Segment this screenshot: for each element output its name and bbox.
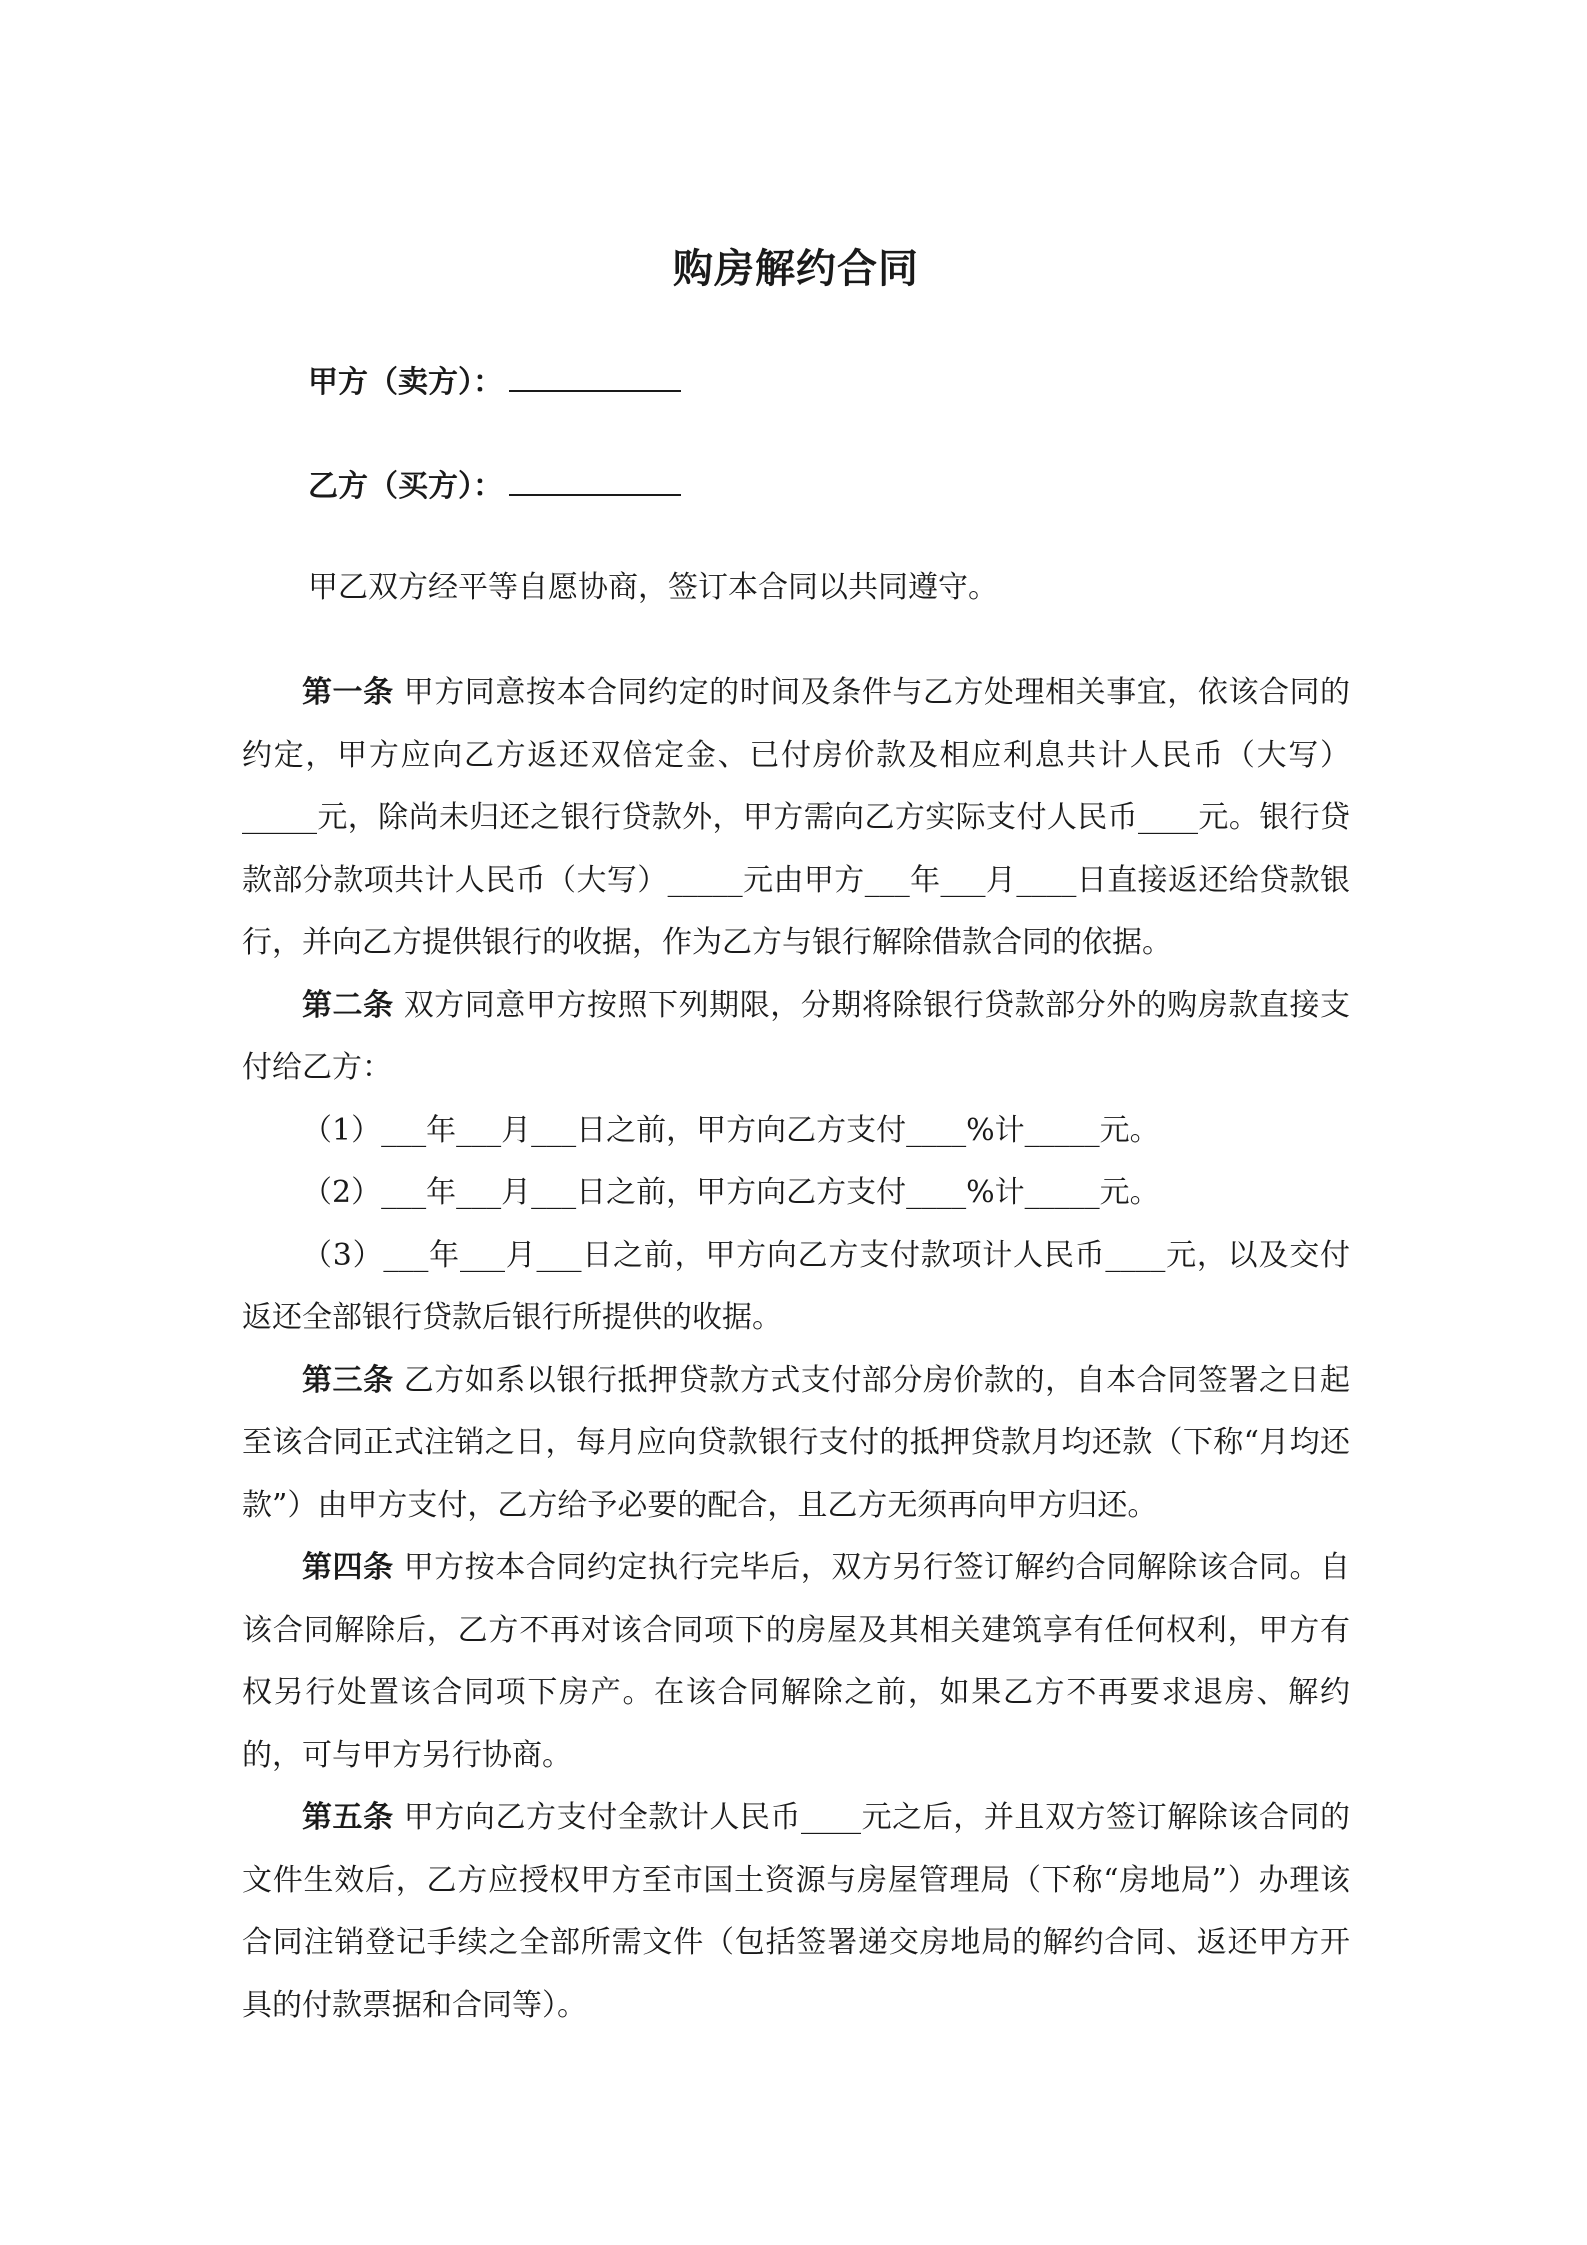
article-3-label: 第三条 xyxy=(302,1362,394,1398)
party-a-line xyxy=(308,360,681,403)
article-4 xyxy=(242,1537,1350,1787)
party-b-label: 乙方（买方）： xyxy=(308,469,503,504)
article-3 xyxy=(242,1350,1350,1538)
party-a-blank xyxy=(509,360,681,392)
article-2-label: 第二条 xyxy=(302,987,394,1023)
article-2-text: 双方同意甲方按照下列期限，分期将除银行贷款部分外的购房款直接支付给乙方： xyxy=(242,987,1351,1085)
party-b-blank xyxy=(509,464,681,496)
document-title: 购房解约合同 xyxy=(673,245,919,292)
article-1 xyxy=(242,662,1350,975)
article-2 xyxy=(242,975,1350,1100)
article-5-label: 第五条 xyxy=(302,1800,394,1835)
party-b-line xyxy=(308,464,681,507)
article-1-text: 甲方同意按本合同约定的时间及条件与乙方处理相关事宜，依该合同的约定，甲方应向乙方返还双倍定金、已付房价款及相应利息共计人民币（大写）_____元，除尚未归还之银行贷款外，甲方需向乙方实际支付人民币____元。银行贷款部分款项共计人民币（大写）_____元由甲方___年___月____日直接返还给贷款银行，并向乙方提供银行的收据，作为乙方与银行解除借款合同的依据。 xyxy=(242,675,1351,960)
article-5-text: 甲方向乙方支付全款计人民币____元之后，并且双方签订解除该合同的文件生效后，乙方应授权甲方至市国土资源与房屋管理局（下称“房地局”）办理该合同注销登记手续之全部所需文件（包括签署递交房地局的解约合同、返还甲方开具的付款票据和合同等）。 xyxy=(242,1800,1350,2023)
installment-3: （3）___年___月___日之前，甲方向乙方支付款项计人民币____元，以及交付返还全部银行贷款后银行所提供的收据。 xyxy=(242,1237,1350,1335)
article-4-text: 甲方按本合同约定执行完毕后，双方另行签订解约合同解除该合同。自该合同解除后，乙方不再对该合同项下的房屋及其相关建筑享有任何权利，甲方有权另行处置该合同项下房产。在该合同解除之前，如果乙方不再要求退房、解约的，可与甲方另行协商。 xyxy=(242,1550,1351,1773)
installment-1: （1）___年___月___日之前，甲方向乙方支付____%计_____元。 xyxy=(302,1112,1160,1148)
article-3-text: 乙方如系以银行抵押贷款方式支付部分房价款的，自本合同签署之日起至该合同正式注销之日，每月应向贷款银行支付的抵押贷款月均还款（下称“月均还款”）由甲方支付，乙方给予必要的配合，且乙方无须再向甲方归还。 xyxy=(242,1362,1351,1523)
contract-body xyxy=(242,662,1350,2037)
article-1-label: 第一条 xyxy=(302,675,394,710)
article-5 xyxy=(242,1787,1350,2037)
installment-2: （2）___年___月___日之前，甲方向乙方支付____%计_____元。 xyxy=(302,1175,1160,1210)
article-4-label: 第四条 xyxy=(302,1550,394,1585)
intro-paragraph: 甲乙双方经平等自愿协商，签订本合同以共同遵守。 xyxy=(308,570,998,605)
party-a-label: 甲方（卖方）： xyxy=(308,365,503,400)
